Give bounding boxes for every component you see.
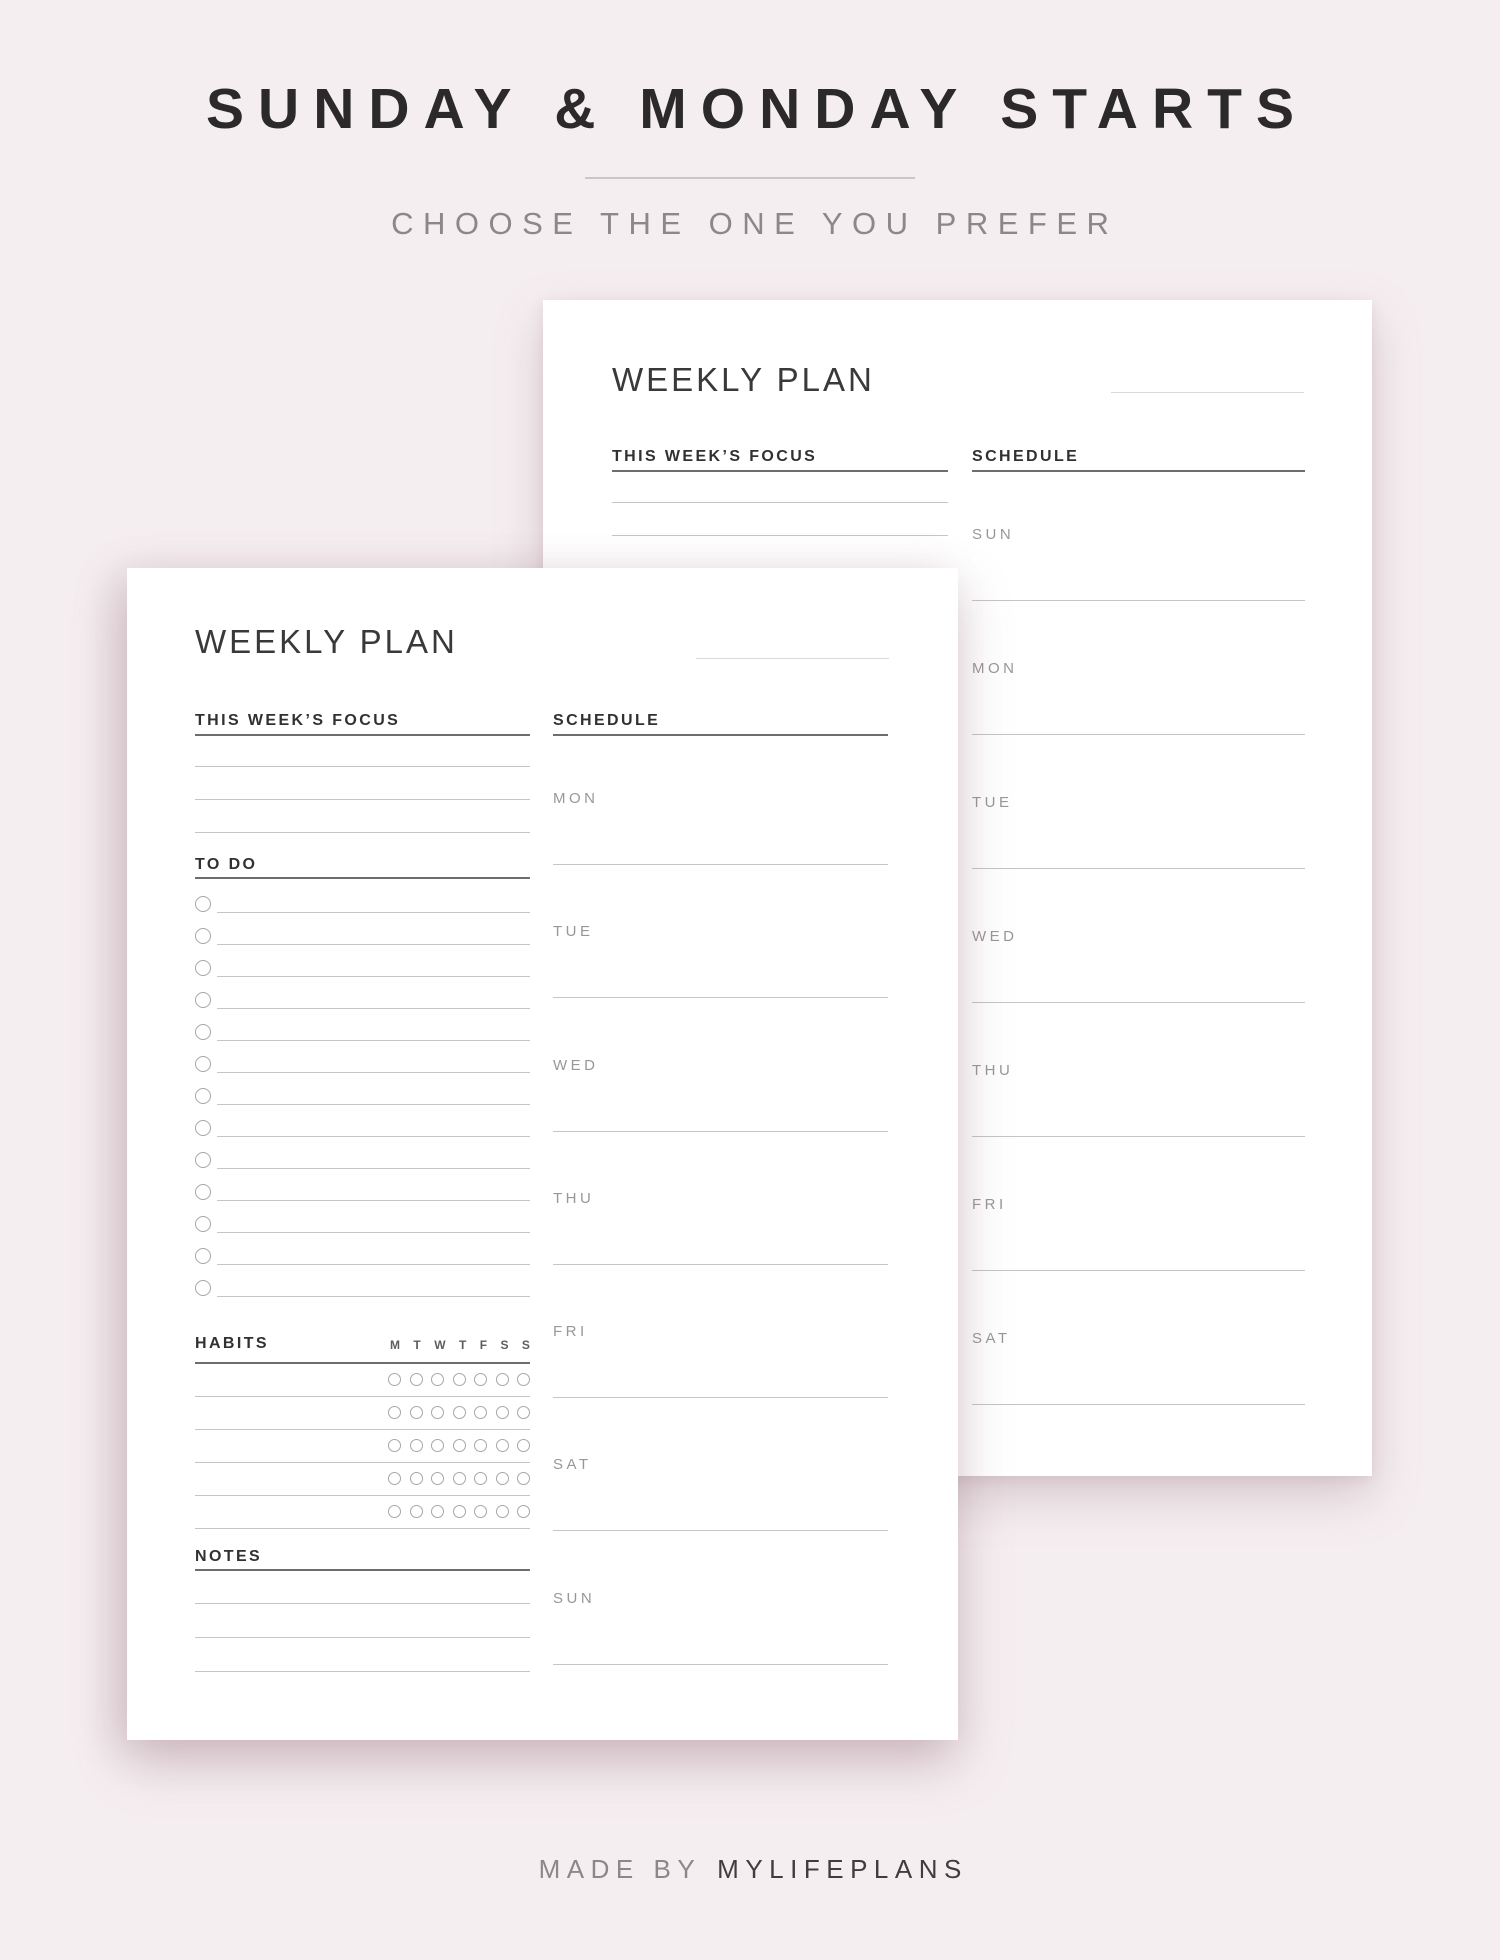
todo-row (195, 1208, 530, 1240)
schedule-day-label: THU (972, 1062, 1014, 1079)
schedule-day-line (553, 1397, 888, 1398)
schedule-day-thu (553, 1134, 888, 1267)
habit-checkbox-circle (453, 1439, 466, 1452)
writing-line (612, 503, 948, 536)
todo-heading-underline (195, 877, 530, 879)
todo-row (195, 1080, 530, 1112)
habit-checkbox-circle (453, 1472, 466, 1485)
schedule-day-line (553, 1664, 888, 1665)
schedule-day-sat (553, 1400, 888, 1533)
focus-section-heading: THIS WEEK’S FOCUS (612, 448, 818, 465)
schedule-day-sun (553, 1534, 888, 1667)
todo-row (195, 952, 530, 984)
habit-checkbox-circle (388, 1373, 401, 1386)
schedule-day-line (972, 1270, 1305, 1271)
planner-page-monday-start (127, 568, 958, 1740)
todo-checkbox-circle (195, 1088, 211, 1104)
schedule-day-mon (553, 734, 888, 867)
habit-row (195, 1463, 530, 1496)
footer-made-by: MADE BY (538, 1854, 702, 1884)
habit-checkbox-circle (496, 1439, 509, 1452)
todo-writing-line (217, 1168, 530, 1169)
schedule-day-line (553, 997, 888, 998)
habit-checkbox-circle (410, 1439, 423, 1452)
habit-row (195, 1364, 530, 1397)
schedule-section-heading: SCHEDULE (553, 712, 661, 729)
habit-circles (388, 1472, 530, 1485)
notes-section-heading: NOTES (195, 1548, 263, 1565)
schedule-day-label: FRI (553, 1323, 588, 1341)
footer-brand: MYLIFEPLANS (717, 1854, 968, 1884)
writing-line (612, 470, 948, 503)
todo-writing-line (217, 1296, 530, 1297)
writing-line (195, 1604, 530, 1638)
todo-checkbox-circle (195, 992, 211, 1008)
schedule-day-fri (553, 1267, 888, 1400)
habit-row (195, 1430, 530, 1463)
todo-writing-line (217, 976, 530, 977)
schedule-day-label: FRI (972, 1196, 1007, 1213)
writing-line (612, 536, 948, 569)
title-divider (585, 177, 915, 179)
habit-checkbox-circle (431, 1505, 444, 1518)
todo-writing-line (217, 1200, 530, 1201)
todo-checkbox-circle (195, 1056, 211, 1072)
schedule-day-line (553, 1131, 888, 1132)
habit-checkbox-circle (517, 1406, 530, 1419)
todo-checkbox-circle (195, 1152, 211, 1168)
schedule-day-wed (972, 872, 1305, 1006)
page-title: SUNDAY & MONDAY STARTS (206, 77, 1308, 141)
habit-checkbox-circle (453, 1505, 466, 1518)
schedule-day-line (553, 1264, 888, 1265)
schedule-day-label: SAT (553, 1456, 592, 1474)
focus-writing-lines (195, 734, 530, 833)
todo-checkbox-circle (195, 1184, 211, 1200)
habit-checkbox-circle (474, 1439, 487, 1452)
habits-section-heading: HABITS (195, 1335, 269, 1352)
habit-circles (388, 1439, 530, 1452)
todo-checkbox-circle (195, 1280, 211, 1296)
habit-day-letter: W (434, 1338, 446, 1353)
habit-checkbox-circle (496, 1505, 509, 1518)
schedule-day-label: SAT (972, 1330, 1011, 1347)
schedule-day-thu (972, 1006, 1305, 1140)
habit-row (195, 1496, 530, 1529)
date-fill-in-line (1111, 392, 1304, 393)
todo-writing-line (217, 1136, 530, 1137)
schedule-day-tue (553, 867, 888, 1000)
todo-row (195, 920, 530, 952)
todo-writing-line (217, 1264, 530, 1265)
schedule-day-label: MON (553, 790, 599, 807)
todo-checkbox-circle (195, 896, 211, 912)
todo-row (195, 1176, 530, 1208)
notes-writing-lines (195, 1570, 530, 1672)
schedule-day-label: TUE (972, 794, 1013, 811)
habit-checkbox-circle (431, 1472, 444, 1485)
habit-checkbox-circle (431, 1373, 444, 1386)
schedule-day-line (972, 600, 1305, 601)
habit-checkbox-circle (410, 1472, 423, 1485)
schedule-day-line (972, 1002, 1305, 1003)
habit-checkbox-circle (410, 1373, 423, 1386)
habit-checkbox-circle (496, 1406, 509, 1419)
habit-checkbox-circle (474, 1373, 487, 1386)
schedule-day-label: MON (972, 660, 1018, 677)
habit-checkbox-circle (474, 1406, 487, 1419)
schedule-day-list (553, 734, 888, 1667)
todo-writing-line (217, 944, 530, 945)
habit-checkbox-circle (517, 1505, 530, 1518)
schedule-day-label: TUE (553, 923, 594, 941)
habit-day-letter: F (479, 1338, 488, 1353)
writing-line (195, 767, 530, 800)
habit-checkbox-circle (410, 1505, 423, 1518)
todo-row (195, 1112, 530, 1144)
habit-checkbox-circle (453, 1406, 466, 1419)
todo-section-heading: TO DO (195, 856, 258, 873)
todo-row (195, 1016, 530, 1048)
todo-writing-line (217, 1072, 530, 1073)
habit-checkbox-circle (388, 1439, 401, 1452)
habit-checkbox-circle (517, 1472, 530, 1485)
todo-list (195, 888, 530, 1304)
habit-checkbox-circle (474, 1472, 487, 1485)
schedule-day-label: SUN (553, 1589, 596, 1607)
todo-checkbox-circle (195, 1024, 211, 1040)
page-subtitle: CHOOSE THE ONE YOU PREFER (391, 206, 1119, 241)
schedule-section-heading: SCHEDULE (972, 448, 1080, 465)
habit-checkbox-circle (388, 1472, 401, 1485)
todo-row (195, 1144, 530, 1176)
habit-day-letters (390, 1338, 530, 1353)
schedule-day-sat (972, 1274, 1305, 1408)
schedule-day-label: SUN (972, 526, 1015, 543)
habit-checkbox-circle (431, 1439, 444, 1452)
writing-line (195, 800, 530, 833)
todo-checkbox-circle (195, 1248, 211, 1264)
schedule-day-line (972, 734, 1305, 735)
focus-section-heading: THIS WEEK’S FOCUS (195, 712, 401, 729)
habit-tracker-rows (195, 1364, 530, 1529)
habit-circles (388, 1406, 530, 1419)
planner-title: WEEKLY PLAN (195, 623, 458, 660)
todo-checkbox-circle (195, 1216, 211, 1232)
habit-checkbox-circle (517, 1373, 530, 1386)
habit-checkbox-circle (474, 1505, 487, 1518)
todo-checkbox-circle (195, 928, 211, 944)
habit-day-letter: S (521, 1338, 530, 1353)
schedule-day-label: WED (553, 1056, 599, 1074)
habit-day-letter: T (458, 1338, 467, 1353)
todo-row (195, 1048, 530, 1080)
footer-credit (0, 1854, 1500, 1885)
todo-checkbox-circle (195, 960, 211, 976)
planner-title: WEEKLY PLAN (612, 361, 875, 398)
habit-checkbox-circle (453, 1373, 466, 1386)
habit-checkbox-circle (410, 1406, 423, 1419)
habit-checkbox-circle (496, 1472, 509, 1485)
habit-checkbox-circle (388, 1406, 401, 1419)
habit-checkbox-circle (496, 1373, 509, 1386)
writing-line (195, 1570, 530, 1604)
schedule-day-wed (553, 1001, 888, 1134)
habit-day-letter: M (390, 1338, 400, 1353)
habit-row (195, 1397, 530, 1430)
schedule-day-line (972, 868, 1305, 869)
habits-header (195, 1334, 530, 1353)
writing-line (195, 734, 530, 767)
habit-day-letter: S (500, 1338, 509, 1353)
todo-writing-line (217, 912, 530, 913)
todo-writing-line (217, 1232, 530, 1233)
todo-row (195, 888, 530, 920)
schedule-day-tue (972, 738, 1305, 872)
todo-writing-line (217, 1008, 530, 1009)
schedule-day-line (972, 1136, 1305, 1137)
schedule-day-fri (972, 1140, 1305, 1274)
schedule-day-sun (972, 470, 1305, 604)
writing-line (195, 1638, 530, 1672)
date-fill-in-line (696, 658, 889, 659)
schedule-day-mon (972, 604, 1305, 738)
schedule-day-line (972, 1404, 1305, 1405)
schedule-day-label: WED (972, 928, 1018, 945)
schedule-day-line (553, 864, 888, 865)
schedule-day-line (553, 1530, 888, 1531)
schedule-day-label: THU (553, 1189, 595, 1207)
habit-day-letter: T (413, 1338, 421, 1353)
todo-writing-line (217, 1040, 530, 1041)
habit-checkbox-circle (388, 1505, 401, 1518)
habit-checkbox-circle (517, 1439, 530, 1452)
focus-writing-lines (612, 470, 948, 569)
todo-row (195, 1240, 530, 1272)
todo-row (195, 1272, 530, 1304)
habit-checkbox-circle (431, 1406, 444, 1419)
todo-writing-line (217, 1104, 530, 1105)
todo-row (195, 984, 530, 1016)
schedule-day-list (972, 470, 1305, 1408)
habit-circles (388, 1505, 530, 1518)
habit-circles (388, 1373, 530, 1386)
todo-checkbox-circle (195, 1120, 211, 1136)
